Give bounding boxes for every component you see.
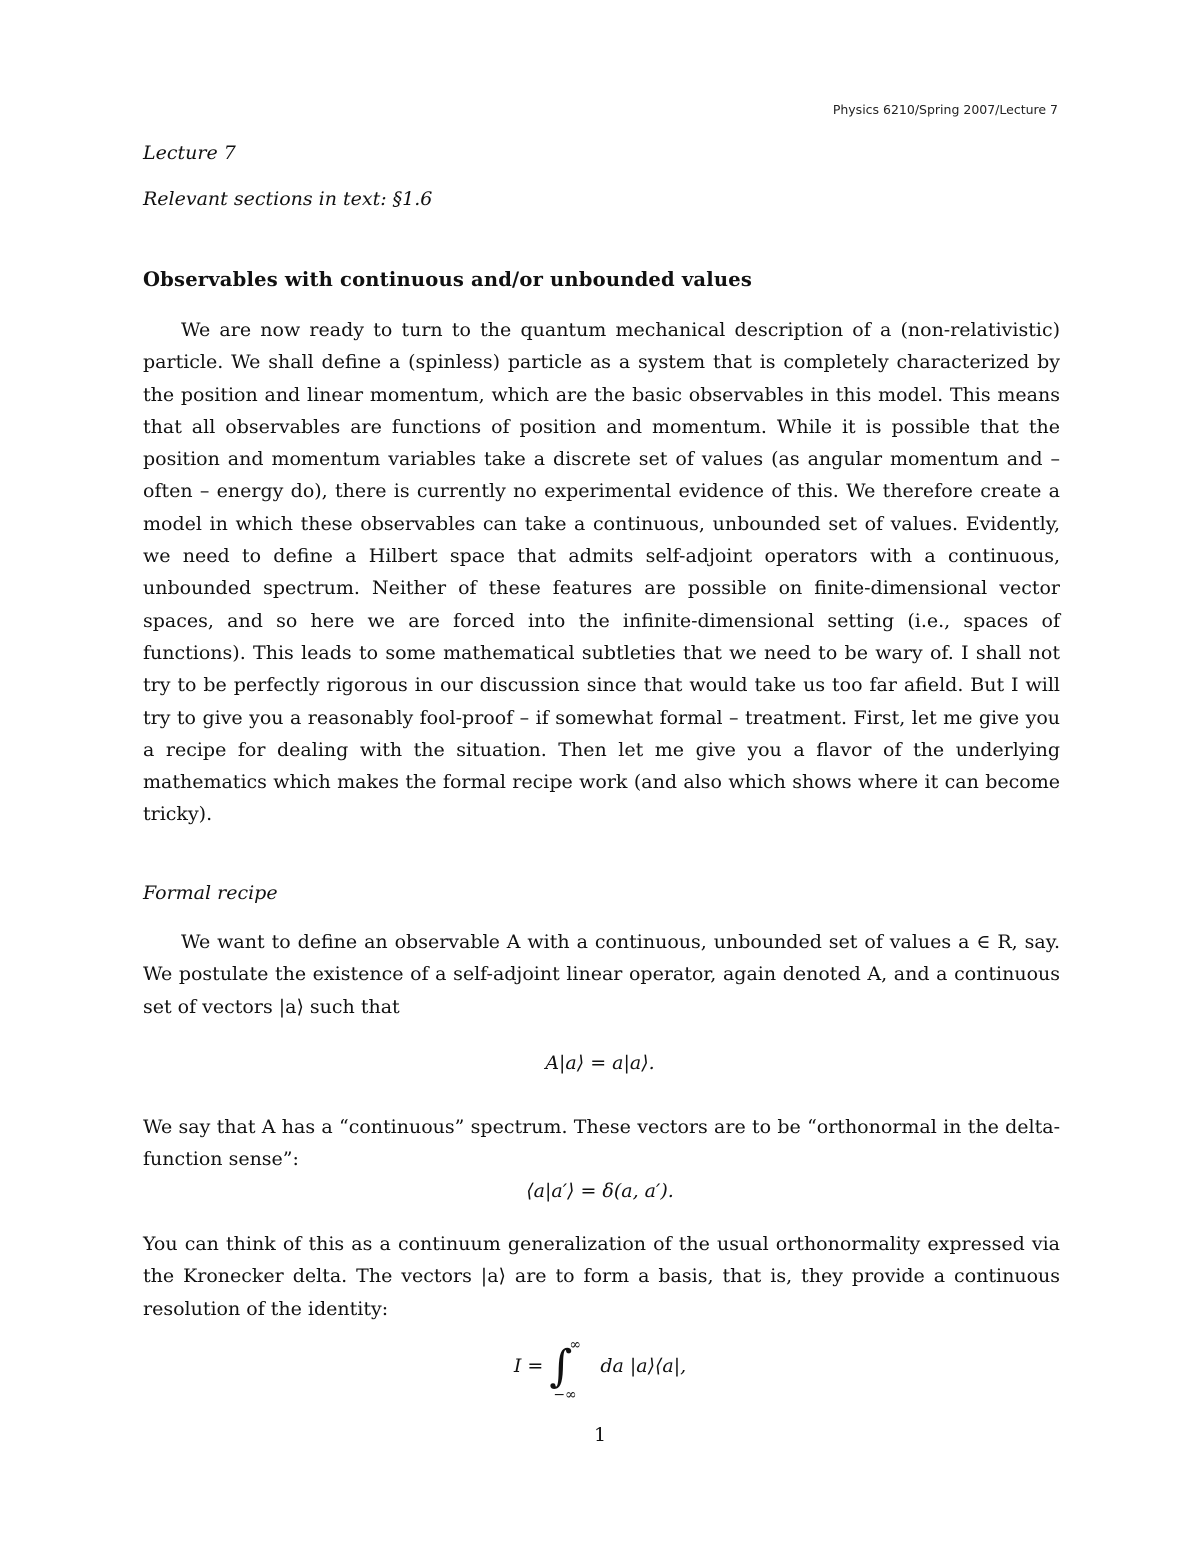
integral-upper-limit: ∞ bbox=[569, 1337, 581, 1353]
equation-eigenvalue: A|a⟩ = a|a⟩. bbox=[545, 1052, 655, 1074]
page-number: 1 bbox=[593, 1424, 607, 1446]
integral bbox=[549, 1337, 581, 1403]
paragraph-definition: We want to define an observable A with a continuous, unbounded set of values a ∈ R, say. We postulate the existence of a self-adjoint linear operator, again denoted A, and a continuous set of vectors |a⟩ such that bbox=[143, 931, 1060, 1018]
integrand: da |a⟩⟨a|, bbox=[600, 1355, 687, 1377]
lecture-title: Lecture 7 bbox=[143, 142, 236, 164]
integral-sign: ∫ bbox=[549, 1341, 573, 1392]
running-header: Physics 6210/Spring 2007/Lecture 7 bbox=[832, 102, 1058, 117]
section-heading: Observables with continuous and/or unbounded values bbox=[143, 268, 752, 291]
equation-orthonormality: ⟨a|a′⟩ = δ(a, a′). bbox=[526, 1180, 674, 1202]
relevant-sections: Relevant sections in text: §1.6 bbox=[143, 188, 433, 210]
equation-lhs: I = bbox=[513, 1355, 544, 1377]
equation-resolution-of-identity bbox=[0, 1337, 1200, 1405]
subsection-heading: Formal recipe bbox=[143, 882, 278, 904]
paragraph-resolution: You can think of this as a continuum generalization of the usual orthonormality expressed via the Kronecker delta. The vectors |a⟩ are to form a basis, that is, they provide a continuous resolution of the identity: bbox=[143, 1233, 1060, 1320]
paragraph-intro: We are now ready to turn to the quantum mechanical description of a (non-relativistic) particle. We shall define a (spinless) particle as a system that is completely characterized by the position and linear momentum, which are the basic observables in this model. This means that all observables are functions of position and momentum. While it is possible that the position and momentum variables take a discrete set of values (as angular momentum and – often – energy do), there is currently no experimental evidence of this. We therefore create a model in which these observables can take a continuous, unbounded set of values. Evidently, we need to define a Hilbert space that admits self-adjoint operators with a continuous, unbounded spectrum. Neither of these features are possible on finite-dimensional vector spaces, and so here we are forced into the infinite-dimensional setting (i.e., spaces of functions). This leads to some mathematical subtleties that we need to be wary of. I shall not try to be perfectly rigorous in our discussion since that would take us too far afield. But I will try to give you a reasonably fool-proof – if somewhat formal – treatment. First, let me give you a recipe for dealing with the situation. Then let me give you a flavor of the underlying mathematics which makes the formal recipe work (and also which shows where it can become tricky). bbox=[143, 319, 1060, 826]
paragraph-continuous-spectrum: We say that A has a “continuous” spectrum. These vectors are to be “orthonormal in the delta-function sense”: bbox=[143, 1116, 1060, 1171]
integral-lower-limit: −∞ bbox=[553, 1387, 577, 1403]
